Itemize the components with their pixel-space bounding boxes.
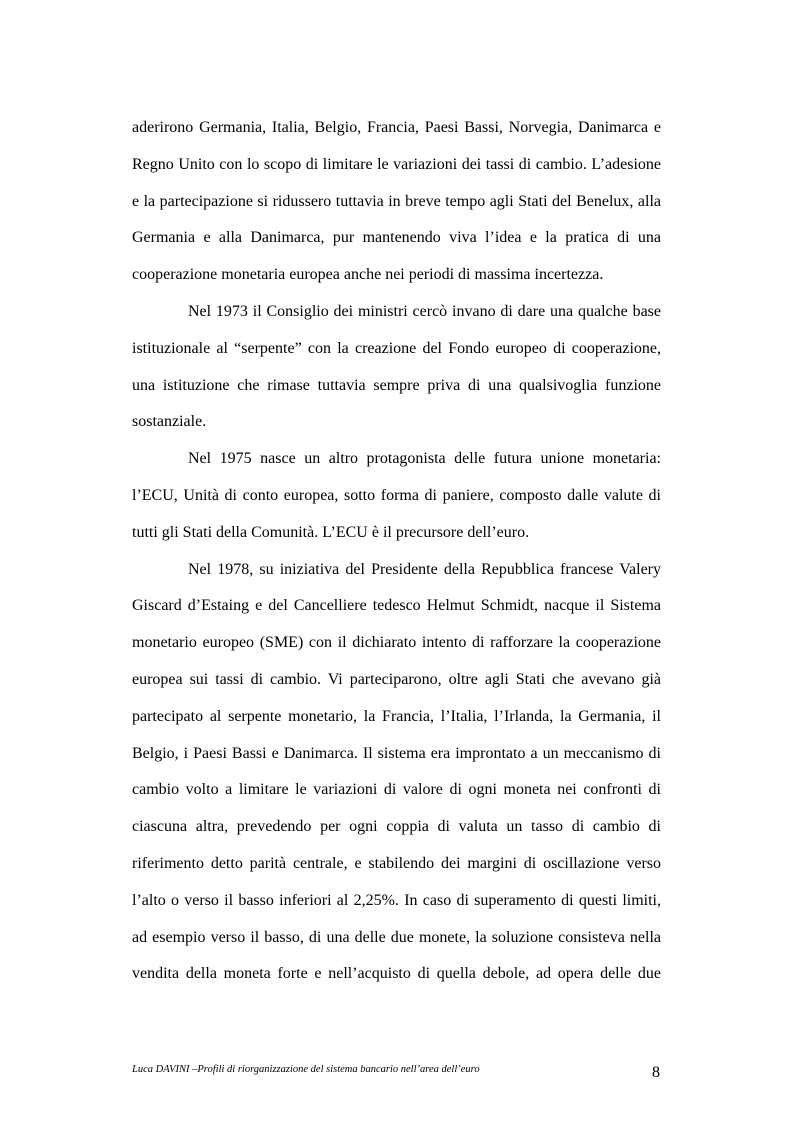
text-line: sostanziale. [132,413,207,431]
text-line: l’alto o verso il basso inferiori al 2,25%. In caso di superamento di questi limiti, [132,891,661,909]
text-line: Regno Unito con lo scopo di limitare le variazioni dei tassi di cambio. L’adesione [132,155,661,173]
text-line: aderirono Germania, Italia, Belgio, Francia, Paesi Bassi, Norvegia, Danimarca e [132,119,661,136]
body-text [132,110,661,993]
text-line: Nel 1973 il Consiglio dei ministri cercò invano di dare una qualche base [188,302,661,320]
text-line: Nel 1978, su iniziativa del Presidente della Repubblica francese Valery [188,560,661,578]
text-line: cooperazione monetaria europea anche nei periodi di massima incertezza. [132,266,604,284]
text-line: vendita della moneta forte e nell’acquisto di quella debole, ad opera delle due [132,965,661,983]
text-line: Nel 1975 nasce un altro protagonista delle futura unione monetaria: [188,450,661,468]
text-line: europea sui tassi di cambio. Vi parteciparono, oltre agli Stati che avevano già [132,670,661,688]
text-line: monetario europeo (SME) con il dichiarato intento di rafforzare la cooperazione [132,634,661,652]
text-line: e la partecipazione si ridussero tuttavia in breve tempo agli Stati del Benelux, alla [132,192,661,210]
text-line: Giscard d’Estaing e del Cancelliere tedesco Helmut Schmidt, nacque il Sistema [132,597,661,615]
text-line: cambio volto a limitare le variazioni di valore di ogni moneta nei confronti di [132,781,661,799]
page-number: 8 [652,1064,660,1081]
text-line: Belgio, i Paesi Bassi e Danimarca. Il sistema era improntato a un meccanismo di [132,744,661,762]
text-line: partecipato al serpente monetario, la Francia, l’Italia, l’Irlanda, la Germania, il [132,707,661,725]
text-line: ciascuna altra, prevedendo per ogni coppia di valuta un tasso di cambio di [132,818,661,836]
text-line: ad esempio verso il basso, di una delle due monete, la soluzione consisteva nella [132,928,661,946]
footer-note: Luca DAVINI –Profili di riorganizzazione del sistema bancario nell’area dell’euro [132,1064,480,1075]
text-line: tutti gli Stati della Comunità. L’ECU è il precursore dell’euro. [132,523,530,541]
text-line: l’ECU, Unità di conto europea, sotto forma di paniere, composto dalle valute di [132,486,661,504]
text-line: Germania e alla Danimarca, pur mantenendo viva l’idea e la pratica di una [132,229,661,247]
text-line: una istituzione che rimase tuttavia sempre priva di una qualsivoglia funzione [132,376,661,394]
text-line: istituzionale al “serpente” con la creazione del Fondo europeo di cooperazione, [132,339,661,357]
text-line: riferimento detto parità centrale, e stabilendo dei margini di oscillazione verso [132,854,661,872]
